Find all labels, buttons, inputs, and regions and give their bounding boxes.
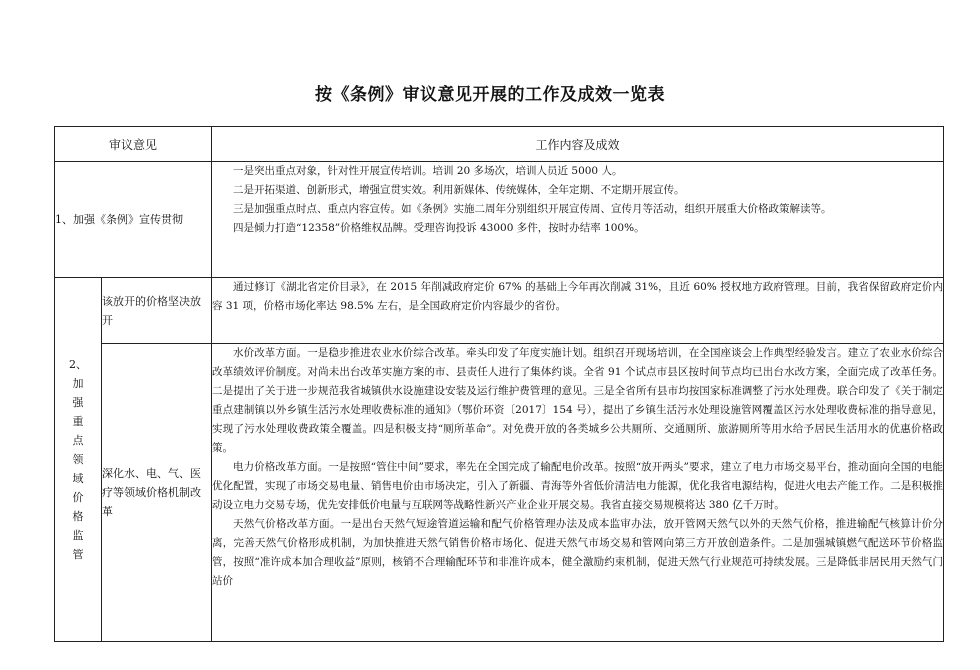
content-paragraph: 电力价格改革方面。一是按照“管住中间”要求，率先在全国完成了输配电价改革。按照“放开两头”要求，建立了电力市场交易平台，推动面向全国的电能优化配置，实现了市场交易电量、销售电价由市场决定，引入了新疆、青海等外省低价清洁电力能源，优化我省电源结构，促进火电去产能工作。二是积极推动设立电力交易专场，优先安排低价电量与互联网等战略性新兴产业企业开展交易。我省直接交易规模将达 380 亿千万时。 — [212, 461, 944, 511]
content-paragraph: 水价改革方面。一是稳步推进农业水价综合改革。牵头印发了年度实施计划。组织召开现场培训，在全国座谈会上作典型经验发言。建立了农业水价综合改革绩效评价制度。对尚未出台改革实施方案的市、县责任人进行了集体约谈。全省 91 个试点市县区按时间节点均已出台水改方案，全面完成了改革任务。二是提出了关于进一步规范我省城镇供水设施建设安装及运行维护费管理的意见。三是全省所有县市均按国家标准调整了污水处理费。联合印发了《关于制定重点建制镇以外乡镇生活污水处理收费标准的通知》（鄂价环资〔2017〕154 号），提出了乡镇生活污水处理设施管网覆盖区污水处理收费标准的指导意见，实现了污水处理收费政策全覆盖。四是积极支持“厕所革命”。对免费开放的各类城乡公共厕所、交通厕所、旅游厕所等用水给予居民生活用水的优惠价格政策。 — [212, 347, 944, 454]
sub-content-price-liberalization — [212, 278, 944, 344]
header-work-content: 工作内容及成效 — [212, 127, 944, 162]
sub-label-pricing-reform: 深化水、电、气、医疗等领域价格机制改革 — [102, 344, 212, 642]
content-paragraph: 四是倾力打造“12358”价格维权品牌。受理咨询投诉 43000 多件，按时办结率 100%。 — [233, 222, 645, 234]
vertical-label-char: 重 — [72, 415, 84, 428]
vertical-label-char: 域 — [72, 472, 84, 485]
vertical-label-char: 2、 — [69, 358, 87, 371]
table-row — [55, 162, 944, 278]
sub-label-price-liberalization: 该放开的价格坚决放开 — [102, 278, 212, 344]
group-label-key-fields — [55, 278, 102, 642]
page-title: 按《条例》审议意见开展的工作及成效一览表 — [315, 85, 665, 105]
table-row — [55, 344, 944, 642]
row-content-propaganda — [212, 162, 944, 278]
content-paragraph: 一是突出重点对象，针对性开展宣传培训。培训 20 多场次，培训人员近 5000 人。 — [233, 165, 623, 177]
vertical-label-char: 强 — [72, 396, 84, 409]
content-paragraph: 通过修订《湖北省定价目录》，在 2015 年削减政府定价 67% 的基础上今年再次削减 31%，且近 60% 授权地方政府管理。目前，我省保留政府定价内容 31 项，价格市场化率达 98.5% 左右，是全国政府定价内容最少的省份。 — [212, 281, 944, 312]
vertical-label-char: 管 — [72, 548, 84, 561]
content-paragraph: 三是加强重点时点、重点内容宣传。如《条例》实施二周年分别组织开展宣传周、宣传月等活动，组织开展重大价格政策解读等。 — [233, 203, 832, 215]
vertical-label-char: 加 — [72, 377, 84, 390]
vertical-label-char: 格 — [72, 510, 84, 523]
sub-content-pricing-reform — [212, 344, 944, 642]
table-row — [55, 278, 944, 344]
content-paragraph: 天然气价格改革方面。一是出台天然气短途管道运输和配气价格管理办法及成本监审办法，放开管网天然气以外的天然气价格，推进输配气核算计价分离，完善天然气价格形成机制，为加快推进天然气销售价格市场化、促进天然气市场交易和管网向第三方开放创造条件。二是加强城镇燃气配送环节价格监管，按照“准许成本加合理收益”原则，核销不合理输配环节和非准许成本，健全激励约束机制，促进天然气行业规范可持续发展。三是降低非居民用天然气门站价 — [212, 518, 944, 587]
vertical-label-char: 点 — [72, 434, 84, 447]
row-label-propaganda: 1、加强《条例》宣传贯彻 — [55, 162, 212, 278]
vertical-label-char: 监 — [72, 529, 84, 542]
vertical-label-char: 价 — [72, 491, 84, 504]
review-results-table — [54, 126, 944, 642]
table-header-row — [55, 127, 944, 162]
group-label-vertical-text — [55, 355, 101, 564]
vertical-label-char: 领 — [72, 453, 84, 466]
content-paragraph: 二是开拓渠道、创新形式，增强宣贯实效。利用新媒体、传统媒体，全年定期、不定期开展宣传。 — [233, 184, 685, 196]
header-review-opinion: 审议意见 — [55, 127, 212, 162]
